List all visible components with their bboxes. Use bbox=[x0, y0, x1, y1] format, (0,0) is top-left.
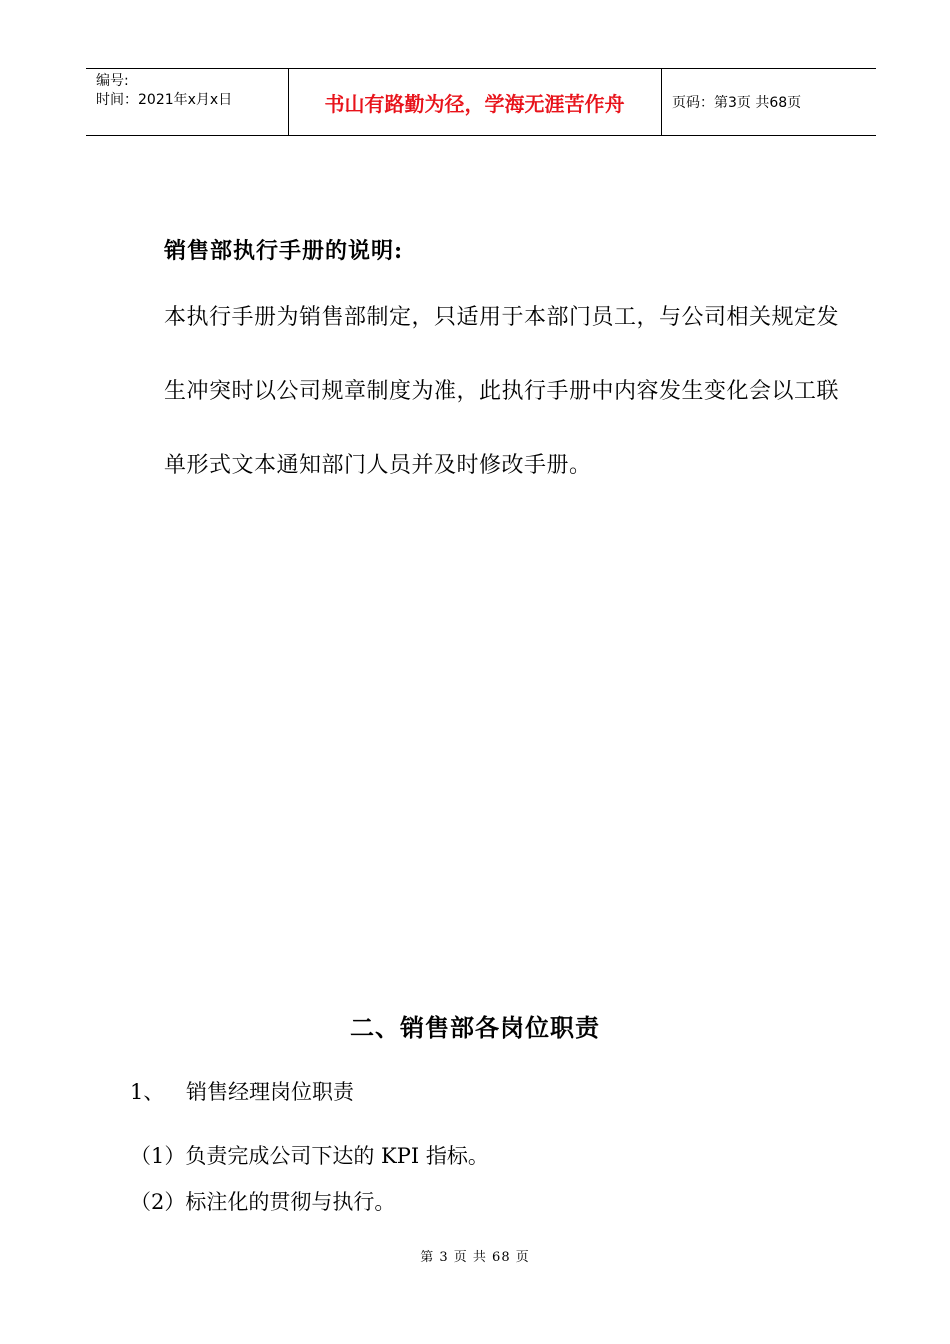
subsection-number: 1、 bbox=[130, 1080, 165, 1104]
document-header bbox=[86, 68, 876, 136]
header-number-label: 编号: bbox=[96, 73, 129, 89]
intro-line-3: 单形式文本通知部门人员并及时修改手册。 bbox=[164, 453, 592, 478]
intro-title: 销售部执行手册的说明: bbox=[164, 238, 404, 264]
header-meta bbox=[86, 69, 288, 135]
intro-line-1: 本执行手册为销售部制定，只适用于本部门员工，与公司相关规定发 bbox=[164, 305, 840, 330]
duty-item-1: （1）负责完成公司下达的 KPI 指标。 bbox=[130, 1144, 489, 1168]
header-motto: 书山有路勤为径，学海无涯苦作舟 bbox=[324, 91, 625, 116]
header-time-label: 时间：2021年x月x日 bbox=[96, 92, 233, 108]
section-heading: 二、销售部各岗位职责 bbox=[350, 1013, 600, 1042]
duty-item-2: （2）标注化的贯彻与执行。 bbox=[130, 1190, 396, 1214]
subsection-title: 销售经理岗位职责 bbox=[186, 1080, 354, 1104]
page-footer: 第 3 页 共 68 页 bbox=[420, 1250, 530, 1265]
intro-line-2: 生冲突时以公司规章制度为准，此执行手册中内容发生变化会以工联 bbox=[164, 379, 840, 404]
header-page-info: 页码：第3页 共68页 bbox=[672, 95, 802, 111]
